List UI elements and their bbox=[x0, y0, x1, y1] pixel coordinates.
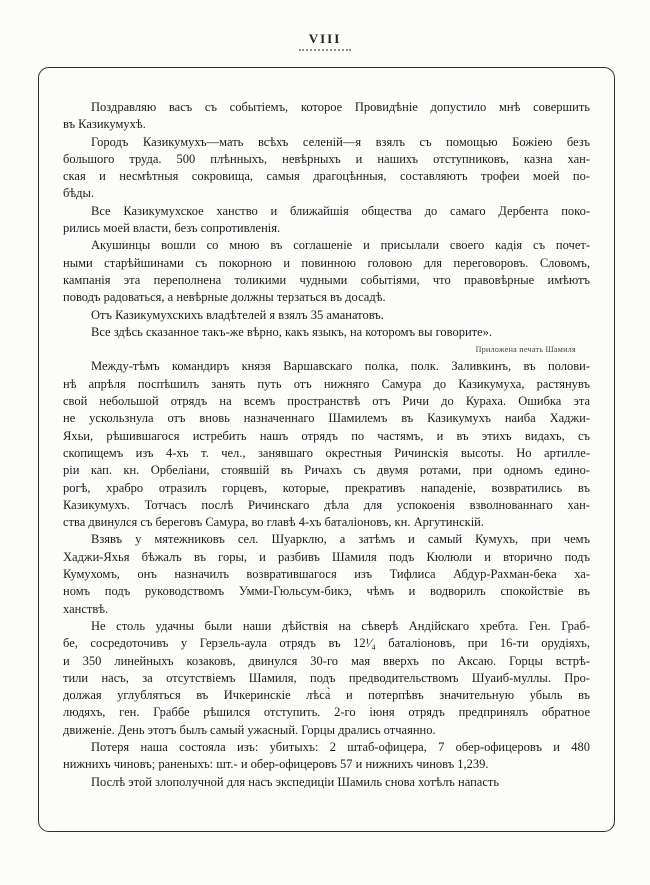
text-line: Между-тѣмъ командиръ князя Варшавскаго полка, полк. Заливкинъ, въ полови- bbox=[91, 359, 590, 374]
document-text bbox=[63, 99, 590, 791]
text-line: кампанія эта переполнена толикими чудными событіями, что правовѣрные имѣютъ bbox=[63, 272, 590, 287]
text-line: не ускользнула отъ вновь назначеннаго Шамилемъ въ Казикумухъ наиба Хаджи- bbox=[63, 411, 590, 426]
text-line: и 350 линейныхъ козаковъ, двинулся 30-го мая вверхъ по Аксаю. Горцы встрѣ- bbox=[63, 653, 590, 668]
text-line: номъ подъ руководствомъ Умми-Гюльсум-бикэ, чѣмъ и водворилъ спокойствіе въ bbox=[63, 584, 590, 599]
text-line: людяхъ, ген. Граббе рѣшился отступить. 2-го іюня отрядъ предпринялъ обратное bbox=[63, 705, 590, 720]
paragraph bbox=[63, 774, 590, 791]
text-line: Кумухомъ, онъ назначилъ возвратившагося изъ Тифлиса Абдур-Рахман-бека ха- bbox=[63, 567, 590, 582]
paragraph bbox=[63, 739, 590, 774]
paragraph bbox=[63, 237, 590, 306]
seal-note-line: Приложена печать Шамиля bbox=[475, 345, 576, 355]
paragraph bbox=[63, 324, 590, 341]
text-line: должая углубляться въ Ичкеринскіе лѣса̀ и потерпѣвъ значительную убыль въ bbox=[63, 688, 590, 703]
text-line: рогѣ, храбро отразилъ горцевъ, которые, прекративъ нападеніе, возвратились въ bbox=[63, 480, 590, 495]
paragraph bbox=[63, 99, 590, 134]
text-line: Потеря наша состояла изъ: убитыхъ: 2 штаб-офицера, 7 обер-офицеровъ и 480 bbox=[91, 739, 590, 754]
text-line: Взявъ у мятежниковъ сел. Шуарклю, а затѣмъ и самый Кумухъ, при чемъ bbox=[91, 532, 590, 547]
text-line: бѣды. bbox=[63, 186, 95, 201]
text-line: Поздравляю васъ съ событіемъ, которое Провидѣніе допустило мнѣ совершить bbox=[91, 100, 590, 114]
text-line: Яхьи, рѣшившагося истребить нашъ отрядъ по частямъ, и въ этихъ видахъ, съ bbox=[63, 428, 590, 443]
text-line: свой небольшой отрядъ на всемъ пространствѣ отъ Ричи до Кураха. Ошибка эта bbox=[63, 394, 590, 409]
text-line: рились моей власти, безъ сопротивленія. bbox=[63, 221, 281, 236]
text-line: Все Казикумухское ханство и ближайшія общества до самаго Дербента поко- bbox=[91, 203, 590, 218]
text-line: скопищемъ изъ 4-хъ т. чел., занявшаго окрестныя Ричинскія высоты. Но артилле- bbox=[63, 445, 590, 460]
paragraph bbox=[63, 134, 590, 203]
text-line: Не столь удачны были наши дѣйствія на сѣверѣ Андійскаго хребта. Ген. Граб- bbox=[91, 618, 590, 633]
text-line: Казикумухъ. Тотчасъ послѣ Ричинскаго дѣла для успокоенія взволнованнаго хан- bbox=[63, 497, 590, 512]
page-number: VIII bbox=[308, 31, 342, 46]
text-line: нижнихъ чиновъ; раненыхъ: шт.- и обер-офицеровъ 57 и нижнихъ чиновъ 1,239. bbox=[63, 757, 489, 772]
text-line: Акушинцы вошли со мною въ соглашеніе и присылали своего кадія съ почет- bbox=[91, 238, 590, 253]
text-line: Отъ Казикумухскихъ владѣтелей я взялъ 35 аманатовъ. bbox=[91, 307, 384, 322]
text-line: Городъ Казикумухъ—мать всѣхъ селеній—я взялъ съ помощью Божіею безъ bbox=[91, 134, 590, 149]
paragraph bbox=[63, 531, 590, 617]
text-line: ханствѣ. bbox=[63, 601, 109, 616]
text-line: въ Казикумухѣ. bbox=[63, 117, 146, 132]
text-line: Послѣ этой злополучной для насъ экспедиціи Шамиль снова хотѣлъ напасть bbox=[91, 774, 500, 789]
text-line: нѣ апрѣля поспѣшилъ занять путь отъ нижняго Самура до Казикумуха, растянувъ bbox=[63, 376, 590, 391]
text-line: ская и несмѣтныя сокровища, самыя драгоцѣнныя, составляютъ трофеи моей по- bbox=[63, 169, 590, 184]
text-line: ства двинулся съ береговъ Самура, во главѣ 4-хъ баталіоновъ, кн. Аргутинскій. bbox=[63, 515, 484, 530]
text-line: большого труда. 500 плѣнныхъ, невѣрныхъ и нашихъ отступниковъ, казна хан- bbox=[63, 151, 590, 166]
text-line: тили насъ, за отсутствіемъ Шамиля, подъ предводительствомъ Шуаиб-муллы. Про- bbox=[63, 670, 590, 685]
text-line: поводъ радоваться, а невѣрные должны терзаться въ досадѣ. bbox=[63, 290, 386, 305]
text-line: движеніе. День этотъ былъ самый ужасный. Горцы дрались отчаянно. bbox=[63, 722, 436, 737]
paragraph bbox=[63, 618, 590, 739]
text-line: Хаджи-Яхья бѣжалъ въ горы, и разбивъ Шамиля подъ Кюлюли и вторично подъ bbox=[63, 549, 590, 564]
text-line: ными старѣйшинами съ покорною и повинною головою для переговоровъ. Словомъ, bbox=[63, 255, 590, 270]
text-line: Все здѣсь сказанное такъ-же вѣрно, какъ языкъ, на которомъ вы говорите». bbox=[91, 324, 493, 339]
seal-note bbox=[63, 341, 590, 358]
text-line: бе, сосредоточивъ у Герзель-аула отрядъ въ 12¹⁄₄ баталіоновъ, при 16-ти орудіяхъ, bbox=[63, 636, 590, 651]
paragraph bbox=[63, 358, 590, 531]
paragraph bbox=[63, 307, 590, 324]
paragraph bbox=[63, 203, 590, 238]
page-header bbox=[0, 30, 650, 51]
text-line: ріи кап. кн. Орбеліани, стоявшій въ Ричахъ съ двумя ротами, при одномъ едино- bbox=[63, 463, 590, 478]
page-number-rule bbox=[299, 49, 351, 51]
